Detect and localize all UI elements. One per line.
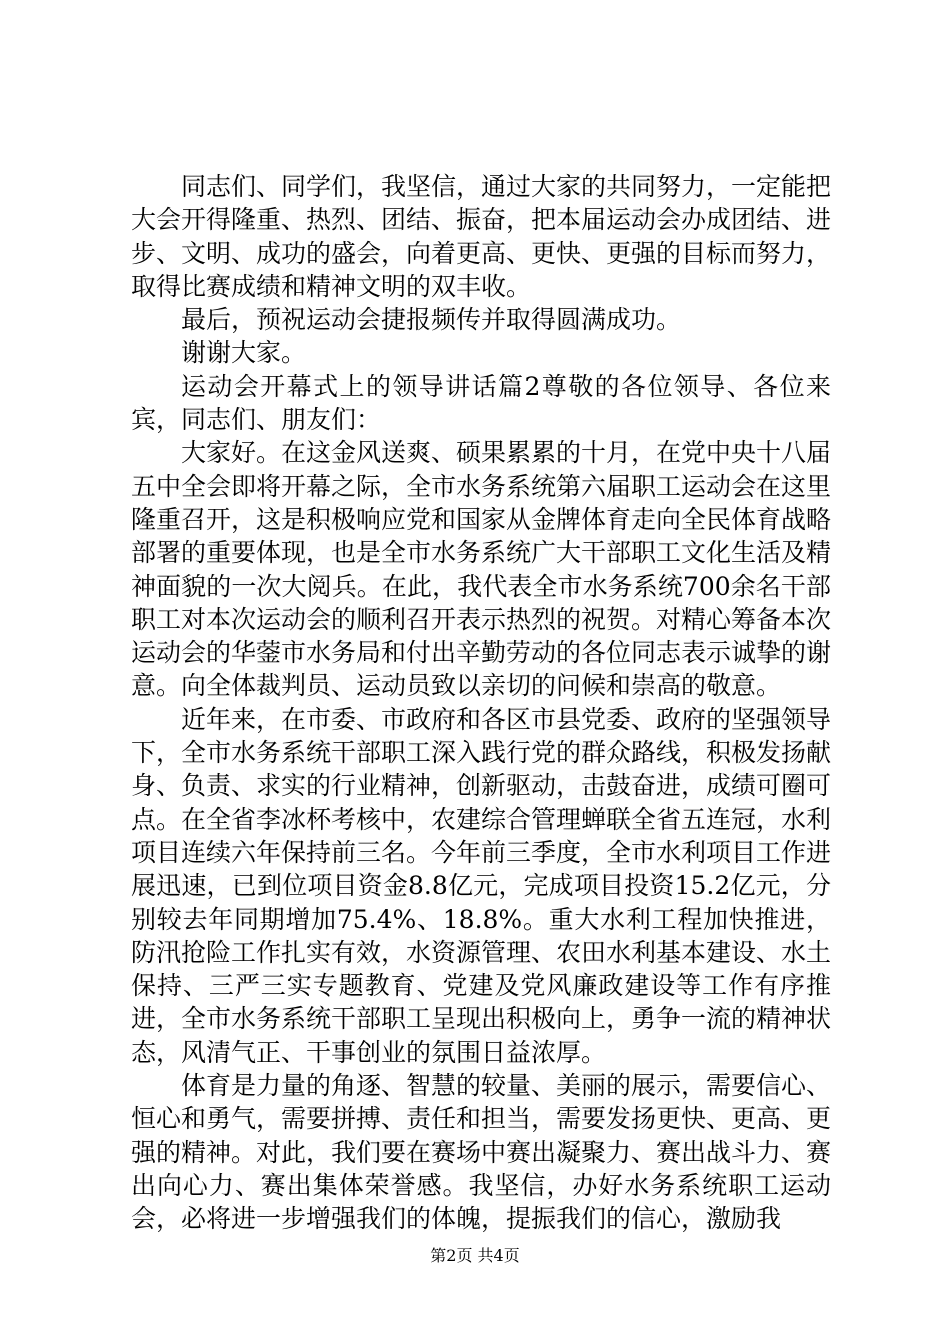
paragraph: 谢谢大家。	[181, 338, 307, 368]
paragraph: 体育是力量的角逐、智慧的较量、美丽的展示，需要信心、恒心和勇气，需要拼搏、责任和担当，需要发扬更快、更高、更强的精神。对此，我们要在赛场中赛出凝聚力、赛出战斗力、赛出向心力、赛出集体荣誉感。我坚信，办好水务系统职工运动会，必将进一步增强我们的体魄，提振我们的信心，激励我	[131, 1071, 832, 1234]
paragraph: 最后，预祝运动会捷报频传并取得圆满成功。	[181, 305, 682, 335]
paragraph: 大家好。在这金风送爽、硕果累累的十月，在党中央十八届五中全会即将开幕之际，全市水务系统第六届职工运动会在这里隆重召开，这是积极响应党和国家从金牌体育走向全民体育战略部署的重要体现，也是全市水务系统广大干部职工文化生活及精神面貌的一次大阅兵。在此，我代表全市水务系统700余名干部职工对本次运动会的顺利召开表示热烈的祝贺。对精心筹备本次运动会的华蓥市水务局和付出辛勤劳动的各位同志表示诚挚的谢意。向全体裁判员、运动员致以亲切的问候和崇高的敬意。	[131, 438, 832, 701]
paragraph: 近年来，在市委、市政府和各区市县党委、政府的坚强领导下，全市水务系统干部职工深入践行党的群众路线，积极发扬献身、负责、求实的行业精神，创新驱动，击鼓奋进，成绩可圈可点。在全省李冰杯考核中，农建综合管理蝉联全省五连冠，水利项目连续六年保持前三名。今年前三季度，全市水利项目工作进展迅速，已到位项目资金8.8亿元，完成项目投资15.2亿元，分别较去年同期增加75.4%、18.8%。重大水利工程加快推进，防汛抢险工作扎实有效，水资源管理、农田水利基本建设、水土保持、三严三实专题教育、党建及党风廉政建设等工作有序推进，全市水务系统干部职工呈现出积极向上，勇争一流的精神状态，风清气正、干事创业的氛围日益浓厚。	[131, 704, 832, 1067]
document-body	[131, 170, 831, 1236]
paragraph: 运动会开幕式上的领导讲话篇2尊敬的各位领导、各位来宾，同志们、朋友们：	[131, 371, 831, 435]
paragraph: 同志们、同学们，我坚信，通过大家的共同努力，一定能把大会开得隆重、热烈、团结、振奋，把本届运动会办成团结、进步、文明、成功的盛会，向着更高、更快、更强的目标而努力，取得比赛成绩和精神文明的双丰收。	[131, 172, 832, 301]
page-number-footer: 第2页 共4页	[430, 1246, 520, 1265]
